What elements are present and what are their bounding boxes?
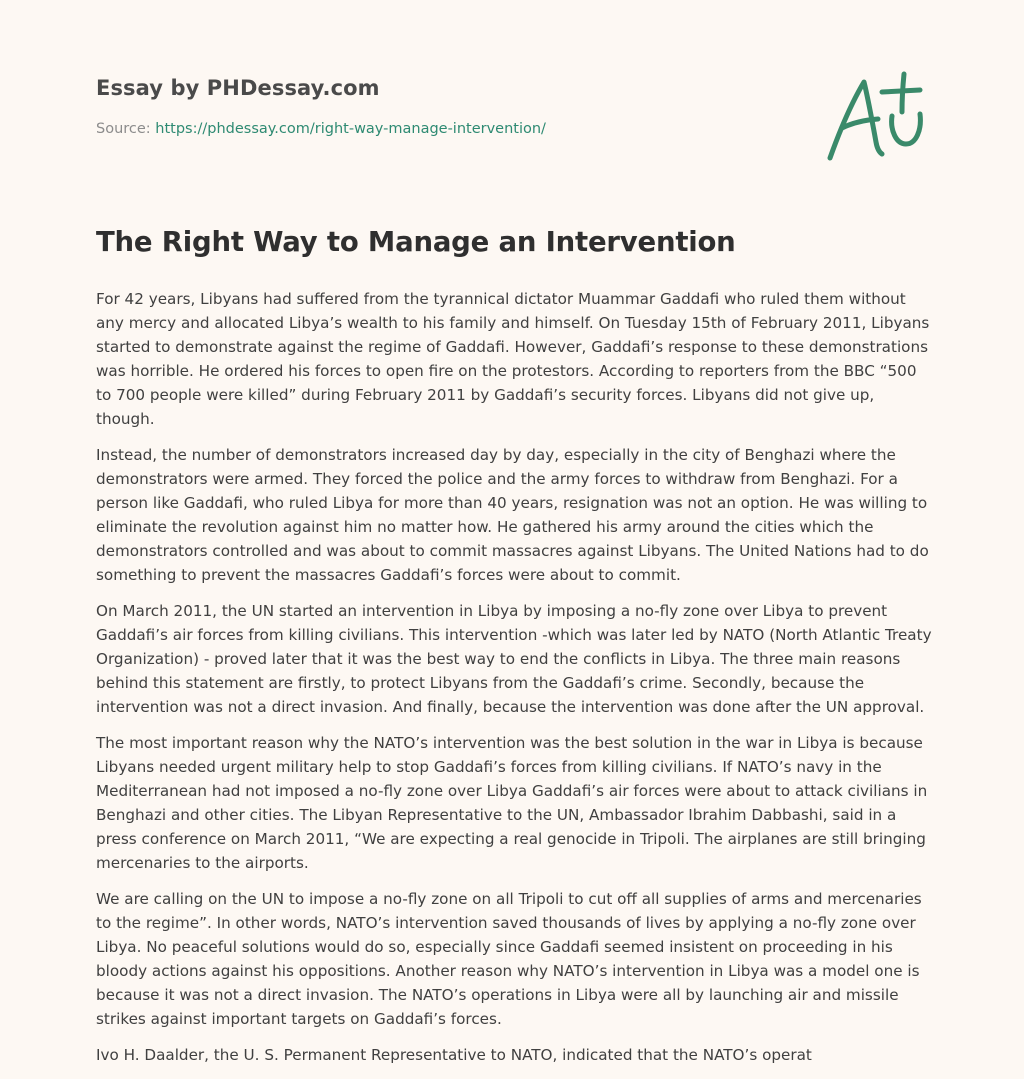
- essay-paragraph: Instead, the number of demonstrators increased day by day, especially in the city of Benghazi where the demonstrators were armed. They forced the police and the army forces to withdraw from Benghazi. For a person like Gaddafi, who ruled Libya for more than 40 years, resignation was not an option. He was willing to eliminate the revolution against him no matter how. He gathered his army around the cities which the demonstrators controlled and was about to commit massacres against Libyans. The United Nations had to do something to prevent the massacres Gaddafi’s forces were about to commit.: [96, 446, 929, 584]
- page-header: [96, 76, 816, 137]
- essay-paragraph: We are calling on the UN to impose a no-fly zone on all Tripoli to cut off all supplies of arms and mercenaries to the regime”. In other words, NATO’s intervention saved thousands of lives by applying a no-fly zone over Libya. No peaceful solutions would do so, especially since Gaddafi seemed insistent on proceeding in his bloody actions against his oppositions. Another reason why NATO’s intervention in Libya was a model one is because it was not a direct invasion. The NATO’s operations in Libya were all by launching air and missile strikes against important targets on Gaddafi’s forces.: [96, 890, 922, 1028]
- source-link[interactable]: https://phdessay.com/right-way-manage-intervention/: [155, 121, 546, 137]
- source-label: Source:: [96, 121, 151, 137]
- essay-paragraph: The most important reason why the NATO’s intervention was the best solution in the war in Libya is because Libyans needed urgent military help to stop Gaddafi’s forces from killing civilians. If NATO’s navy in the Mediterranean had not imposed a no-fly zone over Libya Gaddafi’s air forces were about to attack civilians in Benghazi and other cities. The Libyan Representative to the UN, Ambassador Ibrahim Dabbashi, said in a press conference on March 2011, “We are expecting a real genocide in Tripoli. The airplanes are still bringing mercenaries to the airports.: [96, 734, 928, 872]
- essay-paragraph: On March 2011, the UN started an intervention in Libya by imposing a no-fly zone over Libya to prevent Gaddafi’s air forces from killing civilians. This intervention -which was later led by NATO (North Atlantic Treaty Organization) - proved later that it was the best way to end the conflicts in Libya. The three main reasons behind this statement are firstly, to protect Libyans from the Gaddafi’s crime. Secondly, because the intervention was not a direct invasion. And finally, because the intervention was done after the UN approval.: [96, 602, 932, 716]
- essay-paragraph: Ivo H. Daalder, the U. S. Permanent Representative to NATO, indicated that the NATO’s operat: [96, 1046, 812, 1064]
- essay-paragraph: For 42 years, Libyans had suffered from the tyrannical dictator Muammar Gaddafi who ruled them without any mercy and allocated Libya’s wealth to his family and himself. On Tuesday 15th of February 2011, Libyans started to demonstrate against the regime of Gaddafi. However, Gaddafi’s response to these demonstrations was horrible. He ordered his forces to open fire on the protestors. According to reporters from the BBC “500 to 700 people were killed” during February 2011 by Gaddafi’s security forces. Libyans did not give up, though.: [96, 290, 930, 428]
- a-plus-logo-icon: [822, 68, 932, 164]
- essay-title: The Right Way to Manage an Intervention: [96, 226, 736, 258]
- source-line: [96, 121, 816, 137]
- essay-body: [96, 287, 936, 1079]
- site-title: Essay by PHDessay.com: [96, 76, 380, 100]
